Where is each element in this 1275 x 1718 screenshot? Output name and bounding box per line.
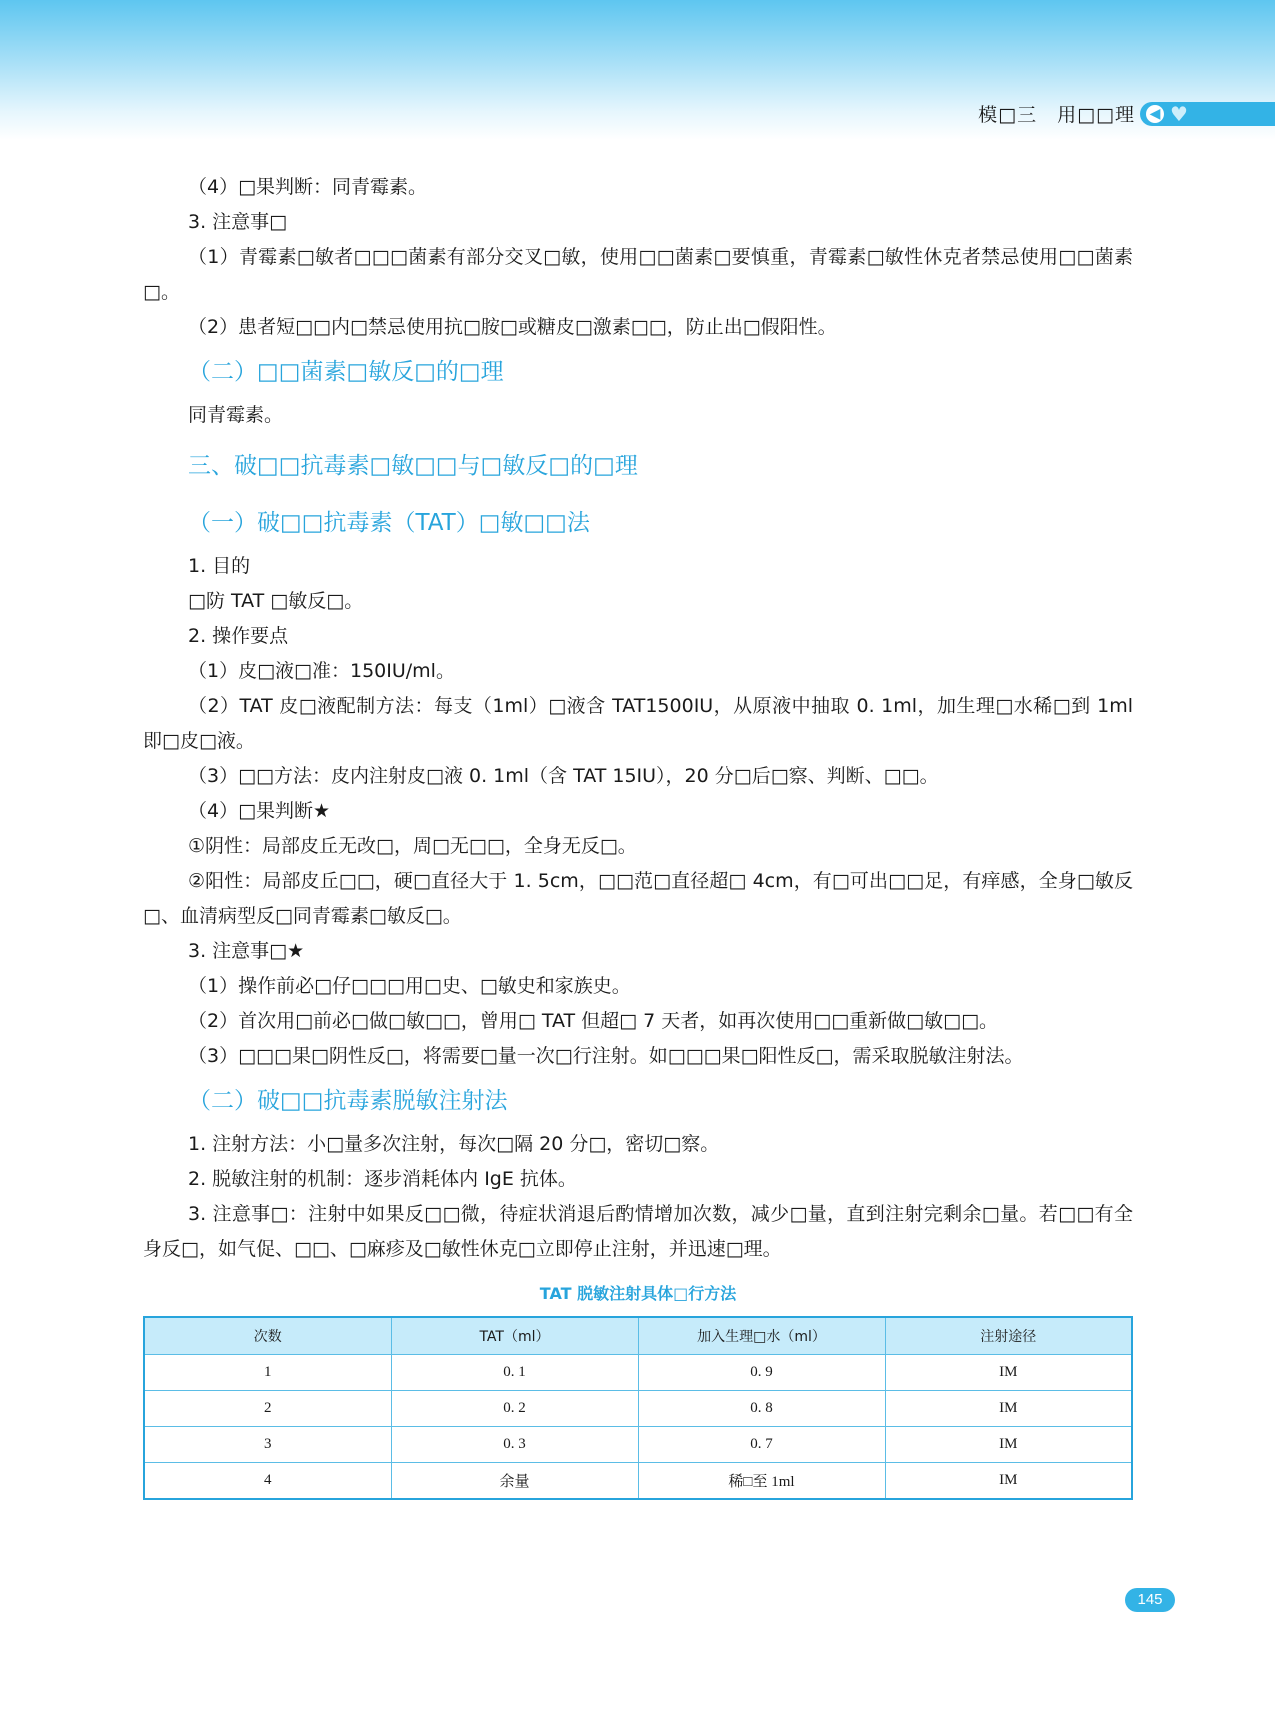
paragraph: 1. 注射方法：小□量多次注射，每次□隔 20 分□，密切□察。 xyxy=(188,1133,720,1155)
paragraph: 同青霉素。 xyxy=(188,404,284,426)
subsection-heading: （二）□□菌素□敏反□的□理 xyxy=(188,359,504,385)
table-cell: IM xyxy=(885,1391,1132,1427)
table-title: TAT 脱敏注射具体□行方法 xyxy=(539,1284,737,1303)
paragraph: 3. 注意事□★ xyxy=(188,940,305,962)
paragraph: （3）□□□果□阴性反□，将需要□量一次□行注射。如□□□果□阳性反□，需采取脱敏注射法。 xyxy=(188,1045,1024,1067)
table-cell: 0. 7 xyxy=(638,1427,885,1463)
table-cell: IM xyxy=(885,1463,1132,1500)
table-cell: IM xyxy=(885,1355,1132,1391)
paragraph: （2）首次用□前必□做□敏□□，曾用□ TAT 但超□ 7 天者，如再次使用□□重新做□敏□□。 xyxy=(188,1010,999,1032)
table-cell: IM xyxy=(885,1427,1132,1463)
paragraph: （3）□□方法：皮内注射皮□液 0. 1ml（含 TAT 15IU），20 分□后□察、判断、□□。 xyxy=(188,765,939,787)
table-header-row xyxy=(144,1317,1132,1355)
subsection-heading: （二）破□□抗毒素脱敏注射法 xyxy=(188,1088,508,1114)
table-cell: 0. 8 xyxy=(638,1391,885,1427)
paragraph: ②阳性：局部皮丘□□，硬□直径大于 1. 5cm，□□范□直径超□ 4cm，有□可出□□足，有痒感，全身□敏反□、血清病型反□同青霉素□敏反□。 xyxy=(143,870,1133,927)
table-row xyxy=(144,1463,1132,1500)
paragraph: （2）患者短□□内□禁忌使用抗□胺□或糖皮□激素□□，防止出□假阳性。 xyxy=(188,316,837,338)
paragraph: （4）□果判断★ xyxy=(188,800,331,822)
chapter-title: 模□三 用□□理 xyxy=(978,104,1135,126)
subsection-heading: （一）破□□抗毒素（TAT）□敏□□法 xyxy=(188,510,590,536)
table-cell: 2 xyxy=(144,1391,391,1427)
paragraph: （1）操作前必□仔□□□用□史、□敏史和家族史。 xyxy=(188,975,631,997)
table-cell: 3 xyxy=(144,1427,391,1463)
paragraph: 2. 脱敏注射的机制：逐步消耗体内 IgE 抗体。 xyxy=(188,1168,577,1190)
table-cell: 1 xyxy=(144,1355,391,1391)
column-header: 加入生理□水（ml） xyxy=(638,1317,885,1355)
table-row xyxy=(144,1391,1132,1427)
table-cell: 4 xyxy=(144,1463,391,1500)
table-row xyxy=(144,1355,1132,1391)
paragraph: （1）青霉素□敏者□□□菌素有部分交叉□敏，使用□□菌素□要慎重，青霉素□敏性休克者禁忌使用□□菌素□。 xyxy=(143,246,1133,303)
table-row xyxy=(144,1427,1132,1463)
column-header: TAT（ml） xyxy=(391,1317,638,1355)
column-header: 次数 xyxy=(144,1317,391,1355)
table-cell: 0. 3 xyxy=(391,1427,638,1463)
paragraph: （2）TAT 皮□液配制方法：每支（1ml）□液含 TAT1500IU，从原液中抽取 0. 1ml，加生理□水稀□到 1ml 即□皮□液。 xyxy=(143,695,1133,752)
paragraph: ①阴性：局部皮丘无改□，周□无□□，全身无反□。 xyxy=(188,835,637,857)
header-tab xyxy=(1140,102,1275,126)
heart-icon: ♥ xyxy=(1170,102,1188,126)
table-cell: 0. 1 xyxy=(391,1355,638,1391)
paragraph: 3. 注意事□ xyxy=(188,211,288,233)
table-cell: 0. 9 xyxy=(638,1355,885,1391)
page-content xyxy=(143,170,1133,1500)
paragraph: 1. 目的 xyxy=(188,555,251,577)
back-arrow-icon: ◀ xyxy=(1146,105,1164,123)
paragraph: （1）皮□液□准：150IU/ml。 xyxy=(188,660,455,682)
paragraph: 2. 操作要点 xyxy=(188,625,289,647)
tat-desensitization-table xyxy=(143,1316,1133,1500)
paragraph: 3. 注意事□：注射中如果反□□微，待症状消退后酌情增加次数，减少□量，直到注射完剩余□量。若□□有全身反□，如气促、□□、□麻疹及□敏性休克□立即停止注射，并迅速□理。 xyxy=(143,1203,1133,1260)
column-header: 注射途径 xyxy=(885,1317,1132,1355)
paragraph: （4）□果判断：同青霉素。 xyxy=(188,176,428,198)
table-cell: 稀□至 1ml xyxy=(638,1463,885,1500)
table-cell: 0. 2 xyxy=(391,1391,638,1427)
paragraph: □防 TAT □敏反□。 xyxy=(188,590,364,612)
section-heading: 三、破□□抗毒素□敏□□与□敏反□的□理 xyxy=(188,453,638,479)
table-cell: 余量 xyxy=(391,1463,638,1500)
page-number: 145 xyxy=(1125,1588,1175,1612)
